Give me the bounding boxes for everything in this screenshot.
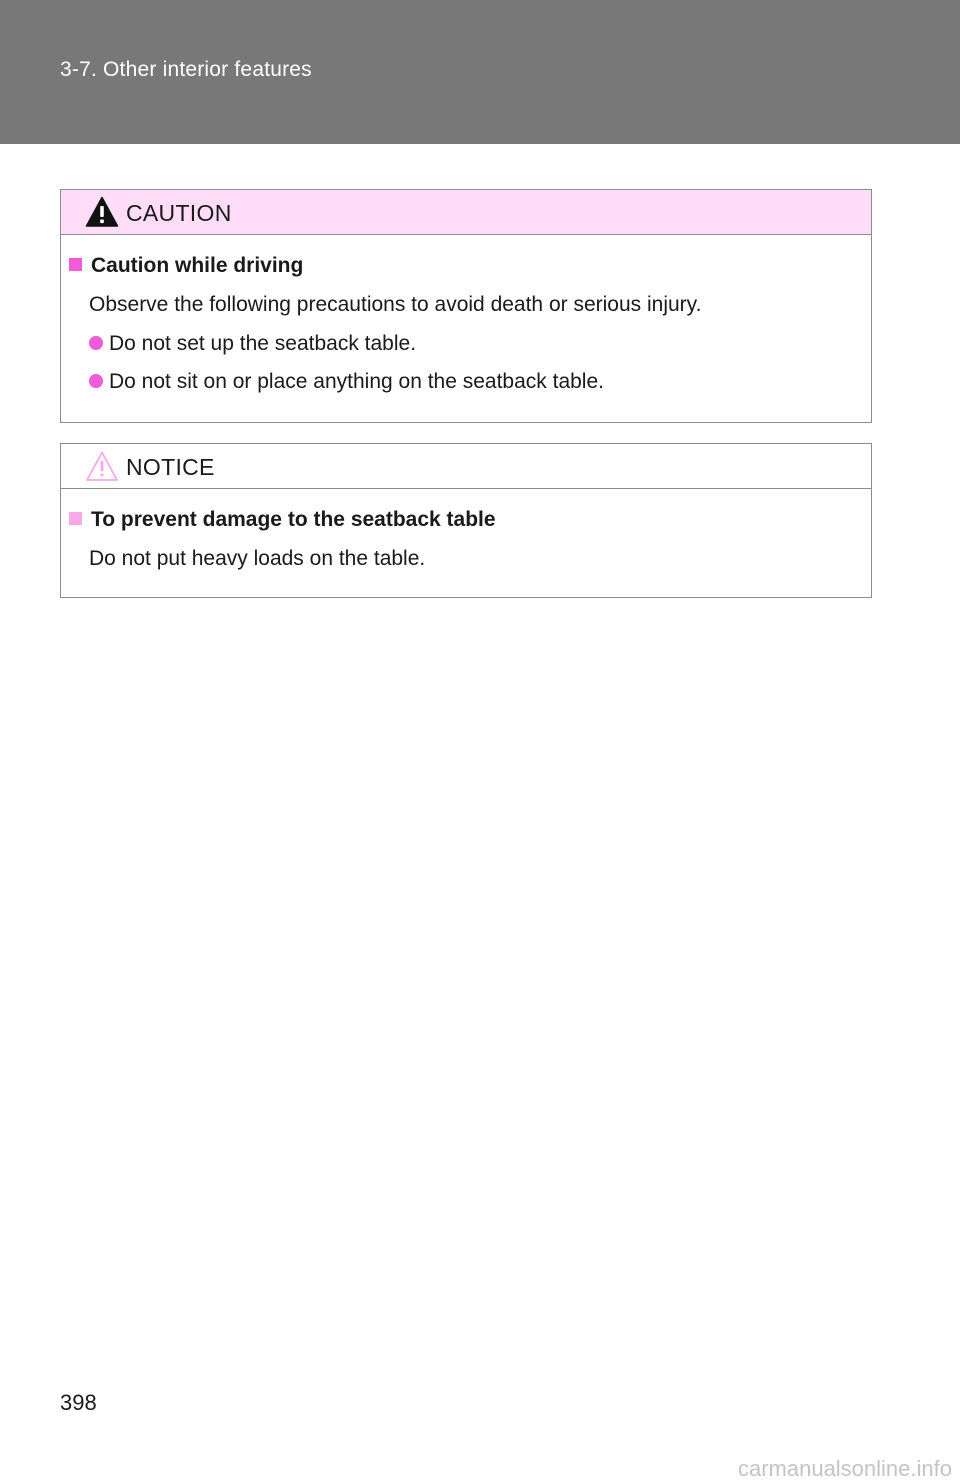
caution-heading-text: Caution while driving xyxy=(91,254,304,277)
notice-box xyxy=(60,443,872,598)
section-title: 3-7. Other interior features xyxy=(60,58,312,81)
warning-triangle-icon xyxy=(85,196,119,228)
notice-title: NOTICE xyxy=(126,454,215,480)
caution-item xyxy=(89,332,416,356)
page-number: 398 xyxy=(60,1390,97,1415)
caution-item xyxy=(89,370,604,394)
caution-item-text: Do not set up the seatback table. xyxy=(109,332,417,355)
caution-intro: Observe the following precautions to avoid death or serious injury. xyxy=(89,293,702,316)
caution-box xyxy=(60,189,872,423)
watermark: carmanualsonline.info xyxy=(737,1456,952,1481)
circle-bullet-icon xyxy=(89,336,103,350)
warning-triangle-outline-icon xyxy=(85,450,119,482)
page-header xyxy=(0,0,960,144)
notice-text: Do not put heavy loads on the table. xyxy=(89,547,426,570)
notice-heading xyxy=(69,508,496,532)
notice-heading-text: To prevent damage to the seatback table xyxy=(91,508,496,531)
circle-bullet-icon xyxy=(89,374,103,388)
notice-header xyxy=(61,444,871,489)
square-bullet-icon xyxy=(69,512,82,525)
caution-item-text: Do not sit on or place anything on the seatback table. xyxy=(109,370,604,393)
caution-heading xyxy=(69,254,303,278)
caution-title: CAUTION xyxy=(126,200,232,226)
square-bullet-icon xyxy=(69,258,82,271)
caution-header xyxy=(61,190,871,235)
